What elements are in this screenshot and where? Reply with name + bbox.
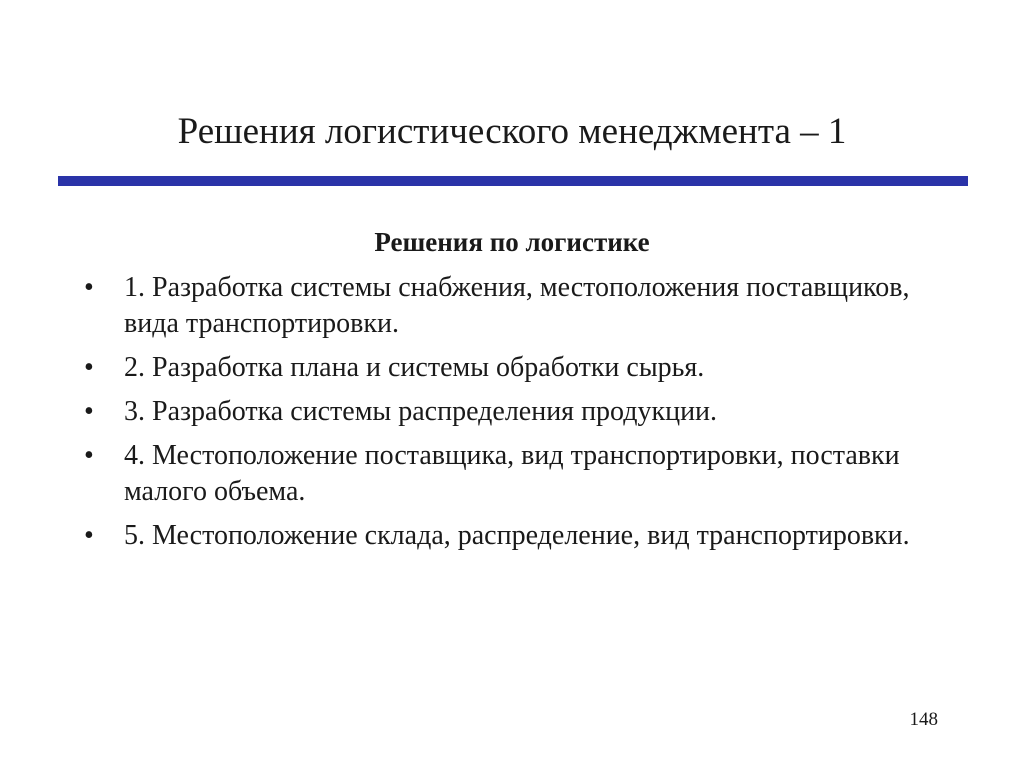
- page-number: 148: [909, 709, 938, 730]
- list-item: [84, 394, 944, 430]
- bullet-icon: •: [84, 272, 94, 303]
- title-divider: [58, 176, 968, 186]
- bullet-icon: •: [84, 440, 94, 471]
- list-item-text: 1. Разработка системы снабжения, местоположения поставщиков, вида транспортировки.: [124, 272, 910, 339]
- list-item-text: 2. Разработка плана и системы обработки сырья.: [124, 352, 705, 383]
- slide-title: Решения логистического менеджмента – 1: [177, 111, 847, 152]
- list-item: [84, 438, 944, 510]
- bullet-list: [84, 270, 944, 562]
- slide-subtitle: Решения по логистике: [374, 227, 650, 257]
- list-item: [84, 518, 944, 554]
- list-item-text: 3. Разработка системы распределения продукции.: [124, 396, 718, 427]
- bullet-icon: •: [84, 396, 94, 427]
- bullet-icon: •: [84, 352, 94, 383]
- list-item: [84, 270, 944, 342]
- bullet-icon: •: [84, 520, 94, 551]
- list-item-text: 5. Местоположение склада, распределение, вид транспортировки.: [124, 520, 910, 551]
- list-item: [84, 350, 944, 386]
- list-item-text: 4. Местоположение поставщика, вид транспортировки, поставки малого объема.: [124, 440, 900, 507]
